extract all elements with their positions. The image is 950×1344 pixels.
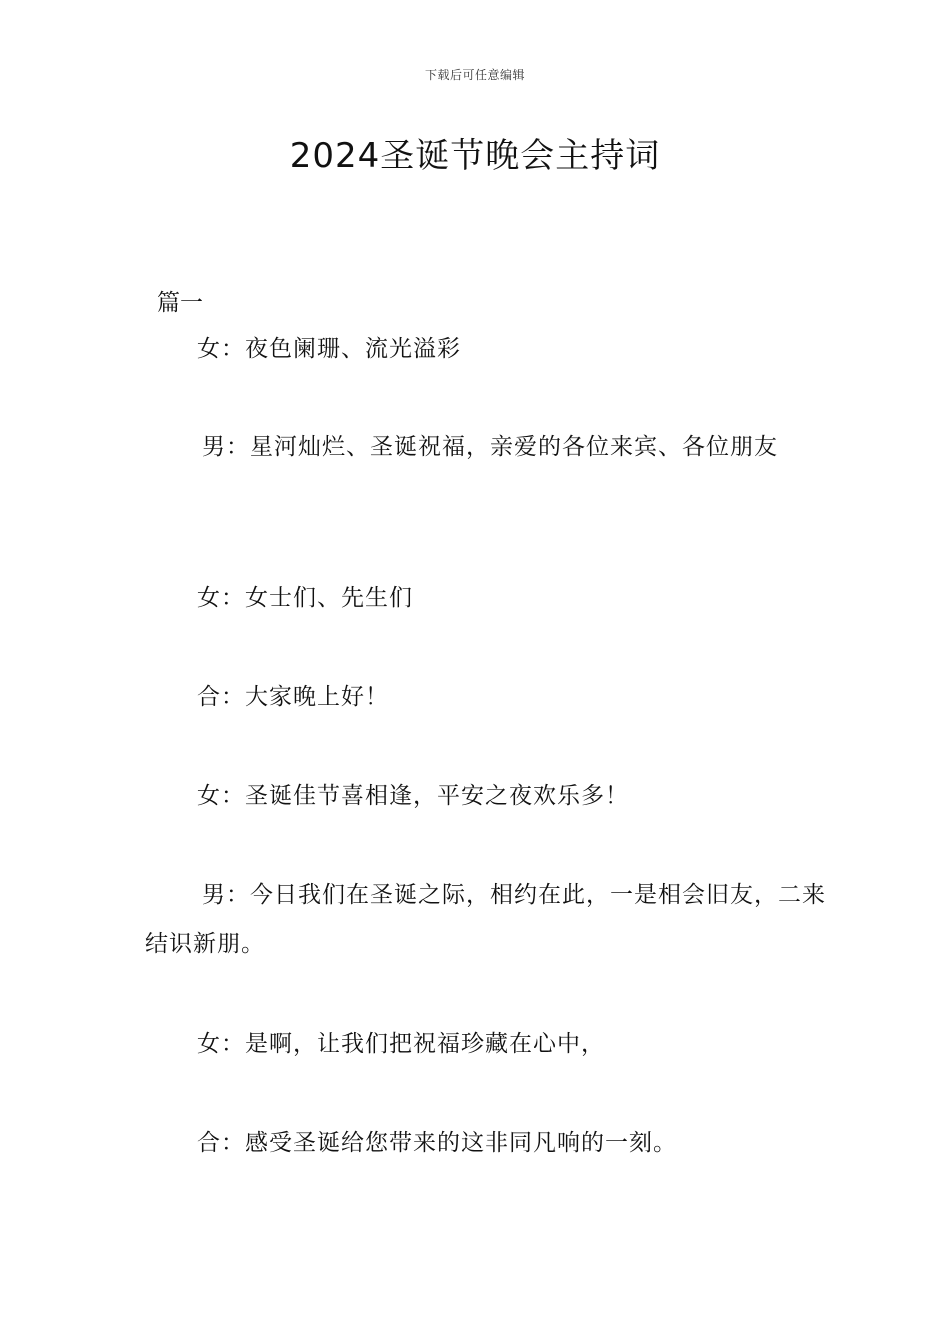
paragraph-8 (145, 1119, 835, 1168)
paragraph-text: 女：女士们、先生们 (197, 585, 413, 611)
paragraph-3 (145, 574, 835, 623)
paragraph-4 (145, 673, 835, 722)
paragraph-text: 女：是啊，让我们把祝福珍藏在心中， (197, 1031, 605, 1057)
page-header-note: 下载后可任意编辑 (424, 68, 525, 82)
document-title: 2024圣诞节晚会主持词 (289, 136, 661, 176)
paragraph-7 (145, 1020, 835, 1069)
paragraph-text: 合：大家晚上好！ (197, 684, 389, 710)
paragraph-text: 男：星河灿烂、圣诞祝福，亲爱的各位来宾、各位朋友 (202, 434, 778, 460)
paragraph-2 (145, 423, 835, 472)
paragraph-5 (145, 772, 835, 821)
paragraph-1 (145, 325, 835, 374)
paragraph-text: 女：圣诞佳节喜相逢，平安之夜欢乐多！ (197, 783, 629, 809)
paragraph-6 (145, 871, 835, 969)
paragraph-text: 合：感受圣诞给您带来的这非同凡响的一刻。 (197, 1130, 677, 1156)
paragraph-text: 女：夜色阑珊、流光溢彩 (197, 336, 461, 362)
section-label: 篇一 (157, 290, 203, 316)
paragraph-text: 男：今日我们在圣诞之际，相约在此，一是相会旧友，二来结识新朋。 (145, 882, 826, 957)
